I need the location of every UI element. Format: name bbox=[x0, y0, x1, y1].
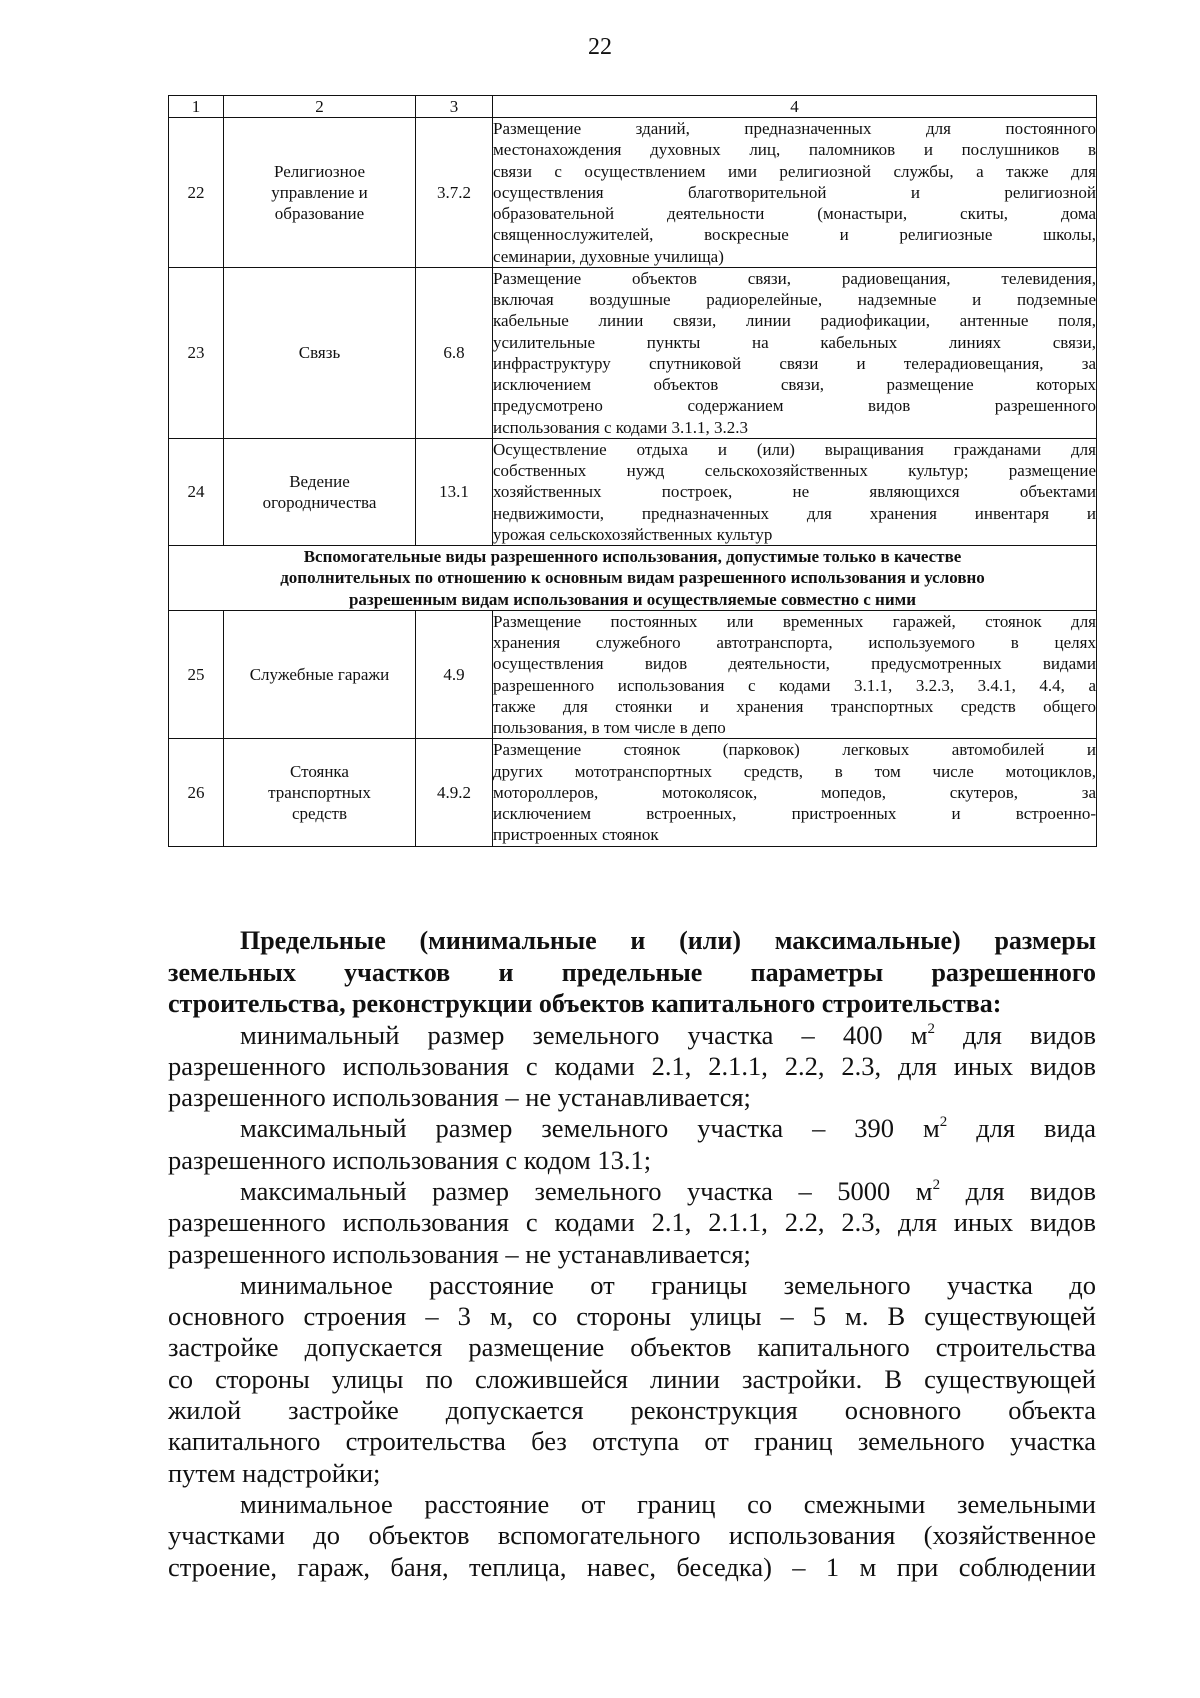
description-line: мотороллеров, мотоколясок, мопедов, скутеров, за bbox=[493, 782, 1096, 802]
use-type-name bbox=[224, 610, 416, 739]
section-row bbox=[169, 546, 1097, 611]
description-line: Осуществление отдыха и (или) выращивания гражданами для bbox=[493, 439, 1096, 459]
paragraph-line: жилой застройке допускается реконструкция основного объекта bbox=[168, 1395, 1096, 1426]
description-line: усилительные пункты на кабельных линиях связи, bbox=[493, 332, 1096, 352]
section-line: разрешенным видам использования и осуществляемые совместно с ними bbox=[348, 589, 917, 609]
paragraph-line: разрешенного использования с кодами 2.1, 2.1.1, 2.2, 2.3, для иных видов bbox=[168, 1207, 1096, 1238]
paragraph-line: участками до объектов вспомогательного использования (хозяйственное bbox=[168, 1520, 1096, 1551]
use-type-name bbox=[224, 739, 416, 846]
paragraph-min-distance-main-building bbox=[168, 1270, 1096, 1489]
description-line: осуществления видов деятельности, предусмотренных видами bbox=[493, 654, 1096, 674]
col-header-3: 3 bbox=[416, 96, 493, 118]
description-line: также для стоянки и хранения транспортных средств общего bbox=[493, 696, 1096, 716]
table-header-row bbox=[169, 96, 1097, 118]
description-line: собственных нужд сельскохозяйственных культур; размещение bbox=[493, 461, 1096, 480]
use-type-code: 13.1 bbox=[416, 438, 493, 545]
description-line: других мототранспортных средств, в том числе мотоциклов, bbox=[493, 761, 1096, 781]
main-text bbox=[168, 925, 1096, 1583]
row-number: 23 bbox=[169, 267, 224, 438]
paragraph-line: капитального строительства без отступа от границ земельного участка bbox=[168, 1426, 1096, 1457]
paragraph-min-distance-auxiliary bbox=[168, 1489, 1096, 1583]
use-type-name bbox=[224, 118, 416, 268]
description-line: осуществления благотворительной и религиозной bbox=[493, 182, 1096, 202]
use-type-description bbox=[493, 267, 1097, 438]
page-number: 22 bbox=[588, 34, 612, 60]
paragraph-line: разрешенного использования с кодами 2.1, 2.1.1, 2.2, 2.3, для иных видов bbox=[168, 1050, 1096, 1081]
paragraph-line: со стороны улицы по сложившейся линии застройки. В существующей bbox=[168, 1363, 1096, 1394]
description-line: исключением объектов связи, размещение которых bbox=[493, 375, 1096, 394]
row-number: 24 bbox=[169, 438, 224, 545]
section-line: Вспомогательные виды разрешенного использования, допустимые только в качестве bbox=[303, 547, 962, 566]
description-line: хозяйственных построек, не являющихся объектами bbox=[493, 482, 1096, 502]
paragraph-line: застройке допускается размещение объектов капитального строительства bbox=[168, 1332, 1096, 1363]
table-row bbox=[169, 739, 1097, 846]
row-number: 25 bbox=[169, 610, 224, 739]
use-type-name-line: Ведение bbox=[289, 471, 350, 491]
use-type-name-line: Стоянка bbox=[290, 761, 349, 781]
description-line: Размещение стоянок (парковок) легковых автомобилей и bbox=[493, 740, 1096, 760]
table-row bbox=[169, 610, 1097, 739]
use-type-name-line: средств bbox=[291, 804, 348, 823]
description-line: урожая сельскохозяйственных культур bbox=[493, 524, 773, 544]
description-line: исключением встроенных, пристроенных и встроенно- bbox=[493, 804, 1096, 823]
paragraph-line: максимальный размер земельного участка – 5000 $м^2$ для видов bbox=[240, 1175, 1096, 1206]
use-type-name-line: Религиозное bbox=[274, 161, 365, 181]
paragraph-min-plot-size bbox=[168, 1020, 1096, 1114]
section-heading bbox=[169, 546, 1097, 611]
description-line: предусмотрено содержанием видов разрешенного bbox=[493, 396, 1096, 416]
description-line: недвижимости, предназначенных для хранения инвентаря и bbox=[493, 503, 1096, 523]
paragraph-max-plot-size-13-1 bbox=[168, 1113, 1096, 1176]
use-type-description bbox=[493, 739, 1097, 846]
use-type-name-line: образование bbox=[274, 204, 365, 223]
paragraph-line: путем надстройки; bbox=[168, 1457, 381, 1488]
description-line: инфраструктуру спутниковой связи и телерадиовещания, за bbox=[493, 353, 1096, 373]
section-line: дополнительных по отношению к основным видам разрешенного использования и условно bbox=[280, 568, 985, 588]
use-type-description bbox=[493, 118, 1097, 268]
description-line: Размещение зданий, предназначенных для постоянного bbox=[493, 119, 1096, 138]
heading-line: строительства, реконструкции объектов капитального строительства: bbox=[168, 989, 1002, 1018]
col-header-4: 4 bbox=[493, 96, 1097, 118]
table-row bbox=[169, 267, 1097, 438]
use-type-name-line: Служебные гаражи bbox=[249, 664, 390, 684]
use-type-name-line: управление и bbox=[271, 182, 368, 202]
paragraph-line: основного строения – 3 м, со стороны улицы – 5 м. В существующей bbox=[168, 1301, 1096, 1332]
description-line: использования с кодами 3.1.1, 3.2.3 bbox=[493, 417, 748, 437]
heading-line: земельных участков и предельные параметры разрешенного bbox=[168, 957, 1096, 987]
description-line: семинарии, духовные училища) bbox=[493, 246, 724, 266]
description-line: Размещение постоянных или временных гаражей, стоянок для bbox=[493, 611, 1096, 631]
description-line: включая воздушные радиорелейные, надземные и подземные bbox=[493, 290, 1096, 309]
paragraph-max-plot-size bbox=[168, 1176, 1096, 1270]
description-line: священнослужителей, воскресные и религиозные школы, bbox=[493, 225, 1096, 245]
limits-heading bbox=[168, 925, 1096, 1020]
description-line: пристроенных стоянок bbox=[493, 825, 659, 845]
row-number: 26 bbox=[169, 739, 224, 846]
col-header-1: 1 bbox=[169, 96, 224, 118]
paragraph-line: строение, гараж, баня, теплица, навес, беседка) – 1 м при соблюдении bbox=[168, 1551, 1096, 1582]
use-type-name-line: огородничества bbox=[262, 492, 377, 512]
use-type-name-line: транспортных bbox=[268, 782, 371, 802]
description-line: образовательной деятельности (монастыри, скиты, дома bbox=[493, 204, 1096, 223]
use-type-name bbox=[224, 438, 416, 545]
use-type-code: 4.9.2 bbox=[416, 739, 493, 846]
paragraph-line: максимальный размер земельного участка – 390 $м^2$ для вида bbox=[240, 1113, 1096, 1144]
description-line: пользования, в том числе в депо bbox=[493, 718, 726, 737]
table-row bbox=[169, 118, 1097, 268]
description-line: хранения служебного автотранспорта, используемого в целях bbox=[493, 633, 1096, 652]
paragraph-line: минимальное расстояние от границ со смежными земельными bbox=[240, 1488, 1096, 1519]
use-type-code: 3.7.2 bbox=[416, 118, 493, 268]
description-line: разрешенного использования с кодами 3.1.1, 3.2.3, 3.4.1, 4.4, а bbox=[493, 675, 1096, 695]
col-header-2: 2 bbox=[224, 96, 416, 118]
description-line: связи с осуществлением ими религиозной службы, а также для bbox=[493, 161, 1096, 181]
use-type-description bbox=[493, 610, 1097, 739]
paragraph-line: разрешенного использования – не устанавливается; bbox=[168, 1082, 751, 1113]
use-type-code: 6.8 bbox=[416, 267, 493, 438]
paragraph-line: разрешенного использования – не устанавливается; bbox=[168, 1238, 751, 1269]
land-use-table bbox=[168, 95, 1097, 847]
use-type-description bbox=[493, 438, 1097, 545]
use-type-name bbox=[224, 267, 416, 438]
use-type-name-line: Связь bbox=[298, 343, 341, 363]
description-line: Размещение объектов связи, радиовещания, телевидения, bbox=[493, 268, 1096, 288]
use-type-code: 4.9 bbox=[416, 610, 493, 739]
table-row bbox=[169, 438, 1097, 545]
description-line: кабельные линии связи, линии радиофикации, антенные поля, bbox=[493, 311, 1096, 331]
paragraph-line: минимальное расстояние от границы земельного участка до bbox=[240, 1269, 1096, 1300]
description-line: местонахождения духовных лиц, паломников и послушников в bbox=[493, 140, 1096, 160]
paragraph-line: разрешенного использования с кодом 13.1; bbox=[168, 1144, 652, 1175]
row-number: 22 bbox=[169, 118, 224, 268]
paragraph-line: минимальный размер земельного участка – 400 $м^2$ для видов bbox=[240, 1019, 1096, 1050]
heading-line: Предельные (минимальные и (или) максимальные) размеры bbox=[240, 926, 1096, 955]
